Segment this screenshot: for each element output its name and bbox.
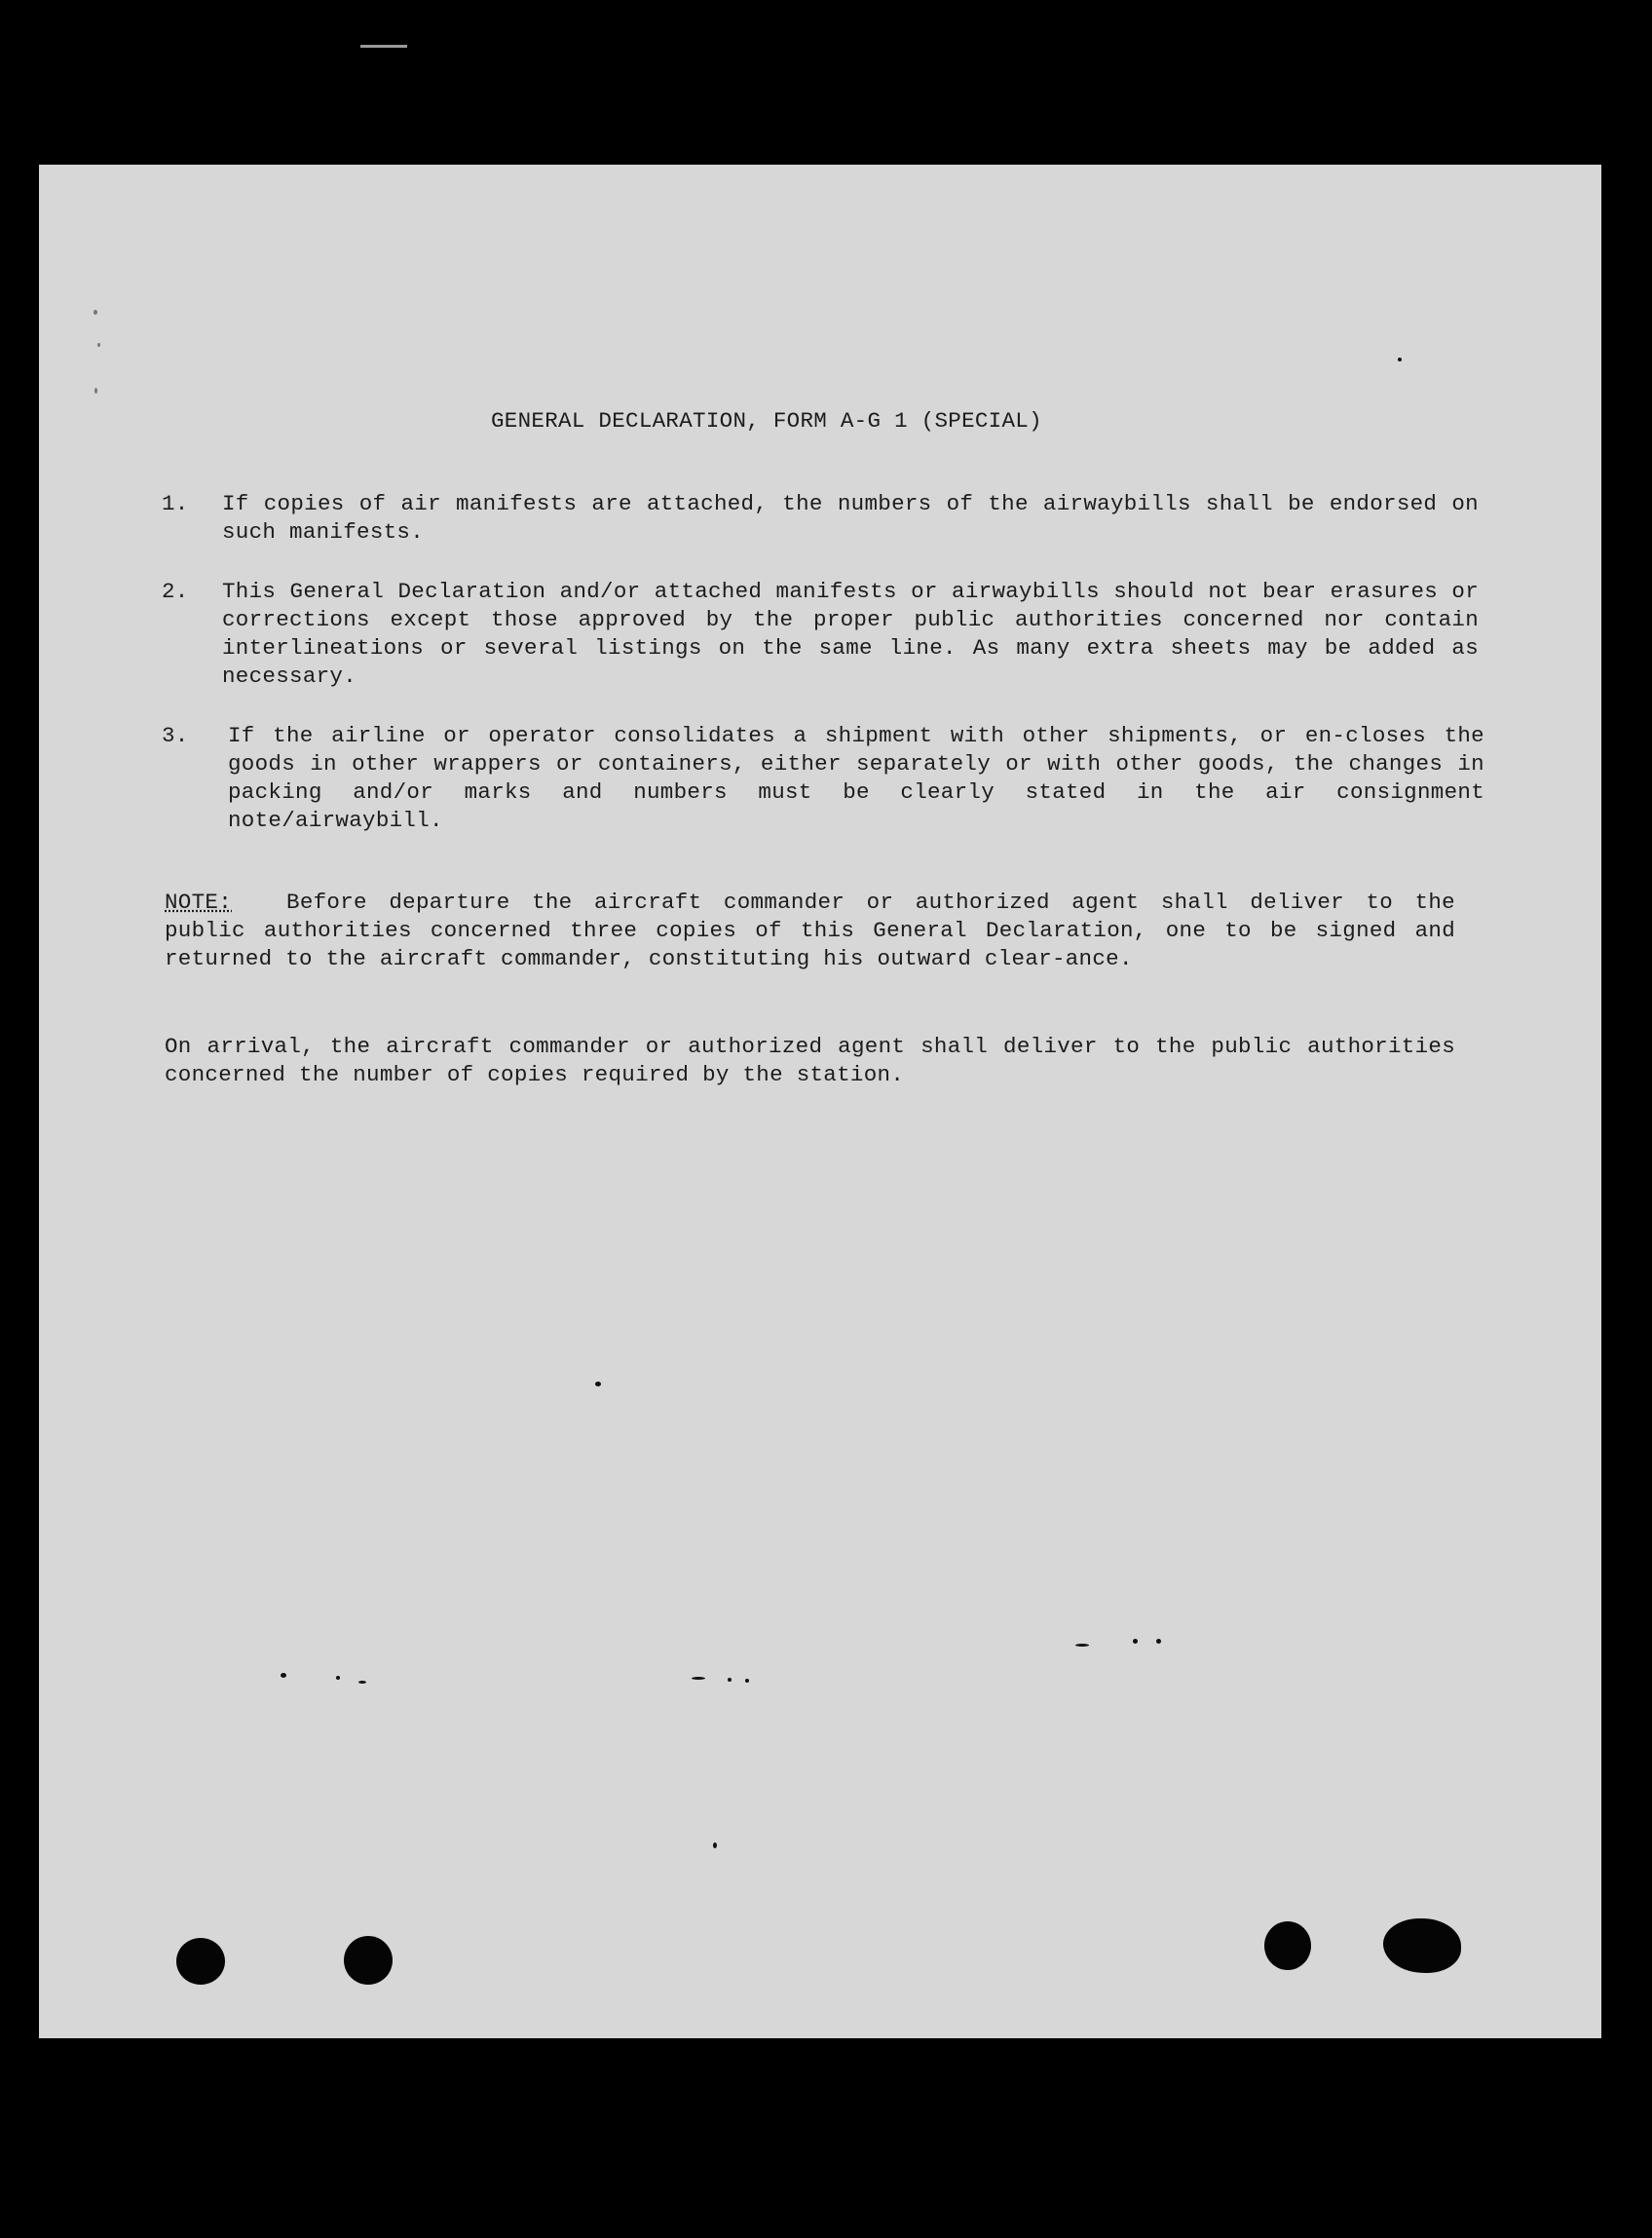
- margin-speck: [94, 388, 97, 394]
- scan-speck: [595, 1382, 601, 1386]
- scan-speck: [1075, 1644, 1089, 1647]
- item-number: 1.: [162, 491, 189, 516]
- note-label: NOTE:: [165, 890, 233, 915]
- scan-speck: [1398, 358, 1402, 361]
- punch-hole: [176, 1938, 225, 1985]
- arrival-paragraph: On arrival, the aircraft commander or authorized agent shall deliver to the public authorities concerned the number of copies required by the station.: [165, 1034, 1455, 1087]
- scan-speck: [1133, 1639, 1138, 1644]
- margin-speck: [94, 310, 97, 315]
- scan-speck: [358, 1681, 366, 1684]
- item-number: 3.: [162, 723, 189, 748]
- punch-hole: [1264, 1921, 1311, 1970]
- scan-speck: [745, 1679, 749, 1683]
- item-text: This General Declaration and/or attached manifests or airwaybills should not bear erasures or corrections except those approved by the proper public authorities concerned nor contain interlineations or several listings on the same line. As many extra sheets may be added as necessary.: [222, 579, 1479, 689]
- document-title: GENERAL DECLARATION, FORM A-G 1 (SPECIAL): [491, 408, 1042, 434]
- item-text: If the airline or operator consolidates a shipment with other shipments, or en-closes the goods in other wrappers or containers, either separately or with other goods, the changes in packing and/or marks and numbers must be clearly stated in the air consignment note/airwaybill.: [228, 723, 1484, 833]
- item-text: If copies of air manifests are attached, the numbers of the airwaybills shall be endorsed on such manifests.: [222, 491, 1479, 545]
- scan-speck: [692, 1677, 705, 1680]
- scan-speck: [281, 1673, 286, 1678]
- document-page: [39, 165, 1601, 2038]
- scan-speck: [713, 1842, 717, 1848]
- scan-speck: [728, 1678, 732, 1682]
- item-number: 2.: [162, 579, 189, 604]
- note-paragraph: [165, 889, 1455, 973]
- punch-hole: [344, 1936, 393, 1985]
- punch-hole: [1383, 1918, 1461, 1973]
- margin-speck: [97, 343, 100, 347]
- scan-artifact: [360, 45, 407, 48]
- scan-speck: [336, 1676, 340, 1680]
- note-text: Before departure the aircraft commander or authorized agent shall deliver to the public authorities concerned three copies of this General Declaration, one to be signed and returned to the aircraft commander, constituting his outward clear-ance.: [165, 890, 1455, 971]
- scan-speck: [1156, 1639, 1161, 1644]
